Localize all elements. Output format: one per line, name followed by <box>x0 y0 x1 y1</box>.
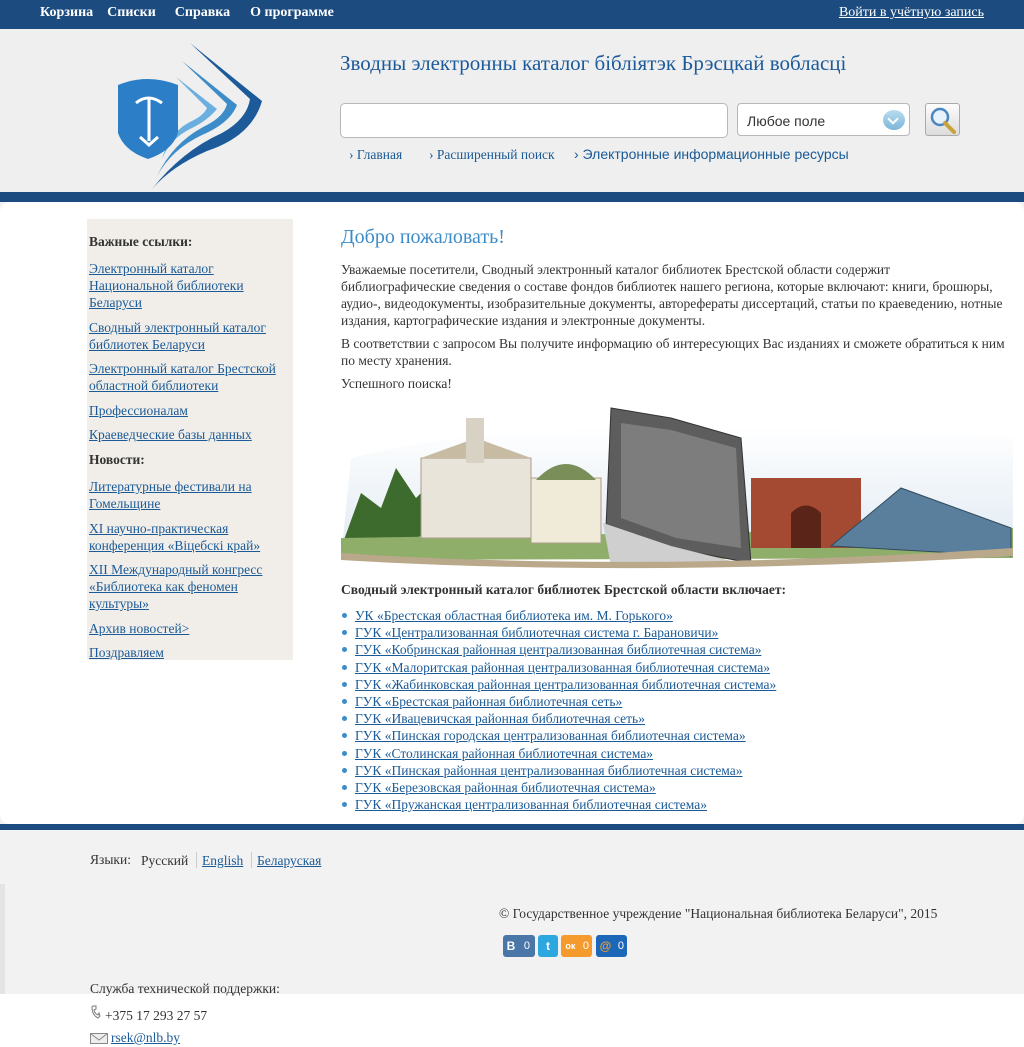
copyright: © Государственное учреждение "Национальная библиотека Беларуси", 2015 <box>499 906 938 921</box>
support-phone: +375 17 293 27 57 <box>105 1008 208 1023</box>
subnav-advanced-search[interactable]: › Расширенный поиск <box>429 147 555 162</box>
library-link[interactable]: ГУК «Кобринская районная централизованная библиотечная система» <box>355 642 762 658</box>
list-item <box>341 762 776 779</box>
search-field-select-value: Любое поле <box>747 113 826 129</box>
news-item-congratulations[interactable]: Поздравляем <box>89 645 164 660</box>
news-item-festivals[interactable]: Литературные фестивали на Гомельщине <box>89 479 252 511</box>
library-link[interactable]: ГУК «Столинская районная библиотечная система» <box>355 745 654 761</box>
library-list <box>341 607 776 813</box>
subnav-home[interactable]: › Главная <box>349 147 403 162</box>
list-item <box>341 659 776 676</box>
site-title: Зводны электронны каталог бібліятэк Брэсцкай вобласці <box>340 51 847 75</box>
search-button[interactable] <box>925 103 960 136</box>
phone-icon <box>91 1005 101 1019</box>
sidebar-link-brest-catalog[interactable]: Электронный каталог Брестской областной библиотеки <box>89 361 276 393</box>
welcome-heading: Добро пожаловать! <box>341 226 505 248</box>
library-link[interactable]: ГУК «Пружанская централизованная библиотечная система» <box>355 797 707 813</box>
share-count: 0 <box>523 940 530 952</box>
request-paragraph: В соответствии с запросом Вы получите информацию об интересующих Вас изданиях и сможете обратиться к ним по месту хранения. <box>341 336 1005 368</box>
sidebar <box>87 219 293 660</box>
library-link[interactable]: ГУК «Пинская городская централизованная библиотечная система» <box>355 728 746 744</box>
nav-cart[interactable]: Корзина <box>40 5 94 20</box>
nav-about[interactable]: О программе <box>250 5 334 20</box>
vk-icon: В <box>506 939 516 953</box>
share-twitter-button[interactable] <box>538 935 558 957</box>
list-item <box>341 641 776 658</box>
sidebar-link-nlb-catalog[interactable]: Электронный каталог Национальной библиотеки Беларуси <box>89 261 244 310</box>
sidebar-link-local-databases[interactable]: Краеведческие базы данных <box>89 427 252 442</box>
share-ok-button[interactable] <box>561 935 592 957</box>
library-link[interactable]: ГУК «Жабинковская районная централизованная библиотечная система» <box>355 676 777 692</box>
news-archive-link[interactable]: Архив новостей> <box>89 621 190 636</box>
includes-heading: Сводный электронный каталог библиотек Брестской области включает: <box>341 582 787 597</box>
magnifier-icon <box>926 104 961 137</box>
twitter-icon: t <box>546 939 550 953</box>
banner-fortress-gate <box>791 506 821 549</box>
support-label: Служба технической поддержки: <box>90 981 280 996</box>
footer-left-strip <box>0 884 5 994</box>
languages-label: Языки: <box>90 852 131 867</box>
list-item <box>341 727 776 744</box>
banner-chapel <box>531 478 601 543</box>
library-link[interactable]: ГУК «Пинская районная централизованная библиотечная система» <box>355 762 743 778</box>
list-item <box>341 607 776 624</box>
news-item-congress[interactable]: XII Международный конгресс «Библиотека как феномен культуры» <box>89 562 263 611</box>
sidebar-link-professionals[interactable]: Профессионалам <box>89 403 188 418</box>
library-link[interactable]: ГУК «Брестская районная библиотечная сеть» <box>355 693 623 709</box>
mailru-icon: @ <box>599 939 612 953</box>
support-email[interactable]: rsek@nlb.by <box>111 1030 181 1045</box>
footer <box>0 830 1024 1047</box>
search-field-select[interactable] <box>737 103 910 136</box>
share-vk-button[interactable] <box>503 935 535 957</box>
list-item <box>341 676 776 693</box>
library-logo[interactable] <box>112 41 267 191</box>
list-item <box>341 779 776 796</box>
lang-english[interactable]: English <box>202 853 244 868</box>
library-link[interactable]: ГУК «Малоритская районная централизованная библиотечная система» <box>355 659 770 675</box>
lang-russian: Русский <box>141 853 189 868</box>
banner-tower <box>466 418 484 463</box>
good-luck-text: Успешного поиска! <box>341 376 452 391</box>
envelope-icon <box>90 1033 108 1044</box>
lang-separator <box>196 852 197 868</box>
library-link[interactable]: ГУК «Ивацевичская районная библиотечная сеть» <box>355 711 645 727</box>
header <box>0 29 1024 192</box>
odnoklassniki-icon: ок <box>565 941 576 951</box>
library-link[interactable]: ГУК «Березовская районная библиотечная система» <box>355 779 656 795</box>
subnav-resources[interactable]: › Электронные информационные ресурсы <box>574 146 849 162</box>
nav-help[interactable]: Справка <box>174 5 231 20</box>
header-divider <box>0 192 1024 202</box>
intro-paragraph: Уважаемые посетители, Сводный электронный каталог библиотек Брестской области содержит библиографические сведения о составе фондов библиотек нашего региона, которые включают: книги, брошюры, аудио-, видеодокументы, изобразительные документы, авторефераты диссертаций, статьи по краеведению, нотные издания, картографические издания и электронные документы. <box>341 262 1003 328</box>
list-item <box>341 796 776 813</box>
main-panel <box>0 202 1024 824</box>
brest-landmarks-banner <box>341 398 1013 570</box>
share-count: 0 <box>617 940 624 952</box>
lang-belarusian[interactable]: Беларуская <box>257 853 322 868</box>
share-count: 0 <box>582 940 589 952</box>
banner-palace <box>421 458 531 538</box>
search-input[interactable] <box>340 103 728 138</box>
news-item-conference[interactable]: XI научно-практическая конференция «Віцебскі край» <box>89 521 261 553</box>
sidebar-link-union-catalog[interactable]: Сводный электронный каталог библиотек Беларуси <box>89 320 266 352</box>
top-bar <box>0 0 1024 29</box>
news-heading: Новости: <box>89 452 145 467</box>
list-item <box>341 624 776 641</box>
important-links-heading: Важные ссылки: <box>89 234 193 249</box>
lang-separator <box>251 852 252 868</box>
top-nav <box>40 5 348 21</box>
share-mail-button[interactable] <box>596 935 627 957</box>
nav-lists[interactable]: Списки <box>107 5 156 20</box>
list-item <box>341 710 776 727</box>
login-link[interactable]: Войти в учётную запись <box>838 5 984 20</box>
library-link[interactable]: УК «Брестская областная библиотека им. М. Горького» <box>355 608 673 623</box>
chevron-down-icon[interactable] <box>883 110 905 130</box>
library-link[interactable]: ГУК «Централизованная библиотечная система г. Барановичи» <box>355 625 719 641</box>
list-item <box>341 693 776 710</box>
list-item <box>341 745 776 762</box>
